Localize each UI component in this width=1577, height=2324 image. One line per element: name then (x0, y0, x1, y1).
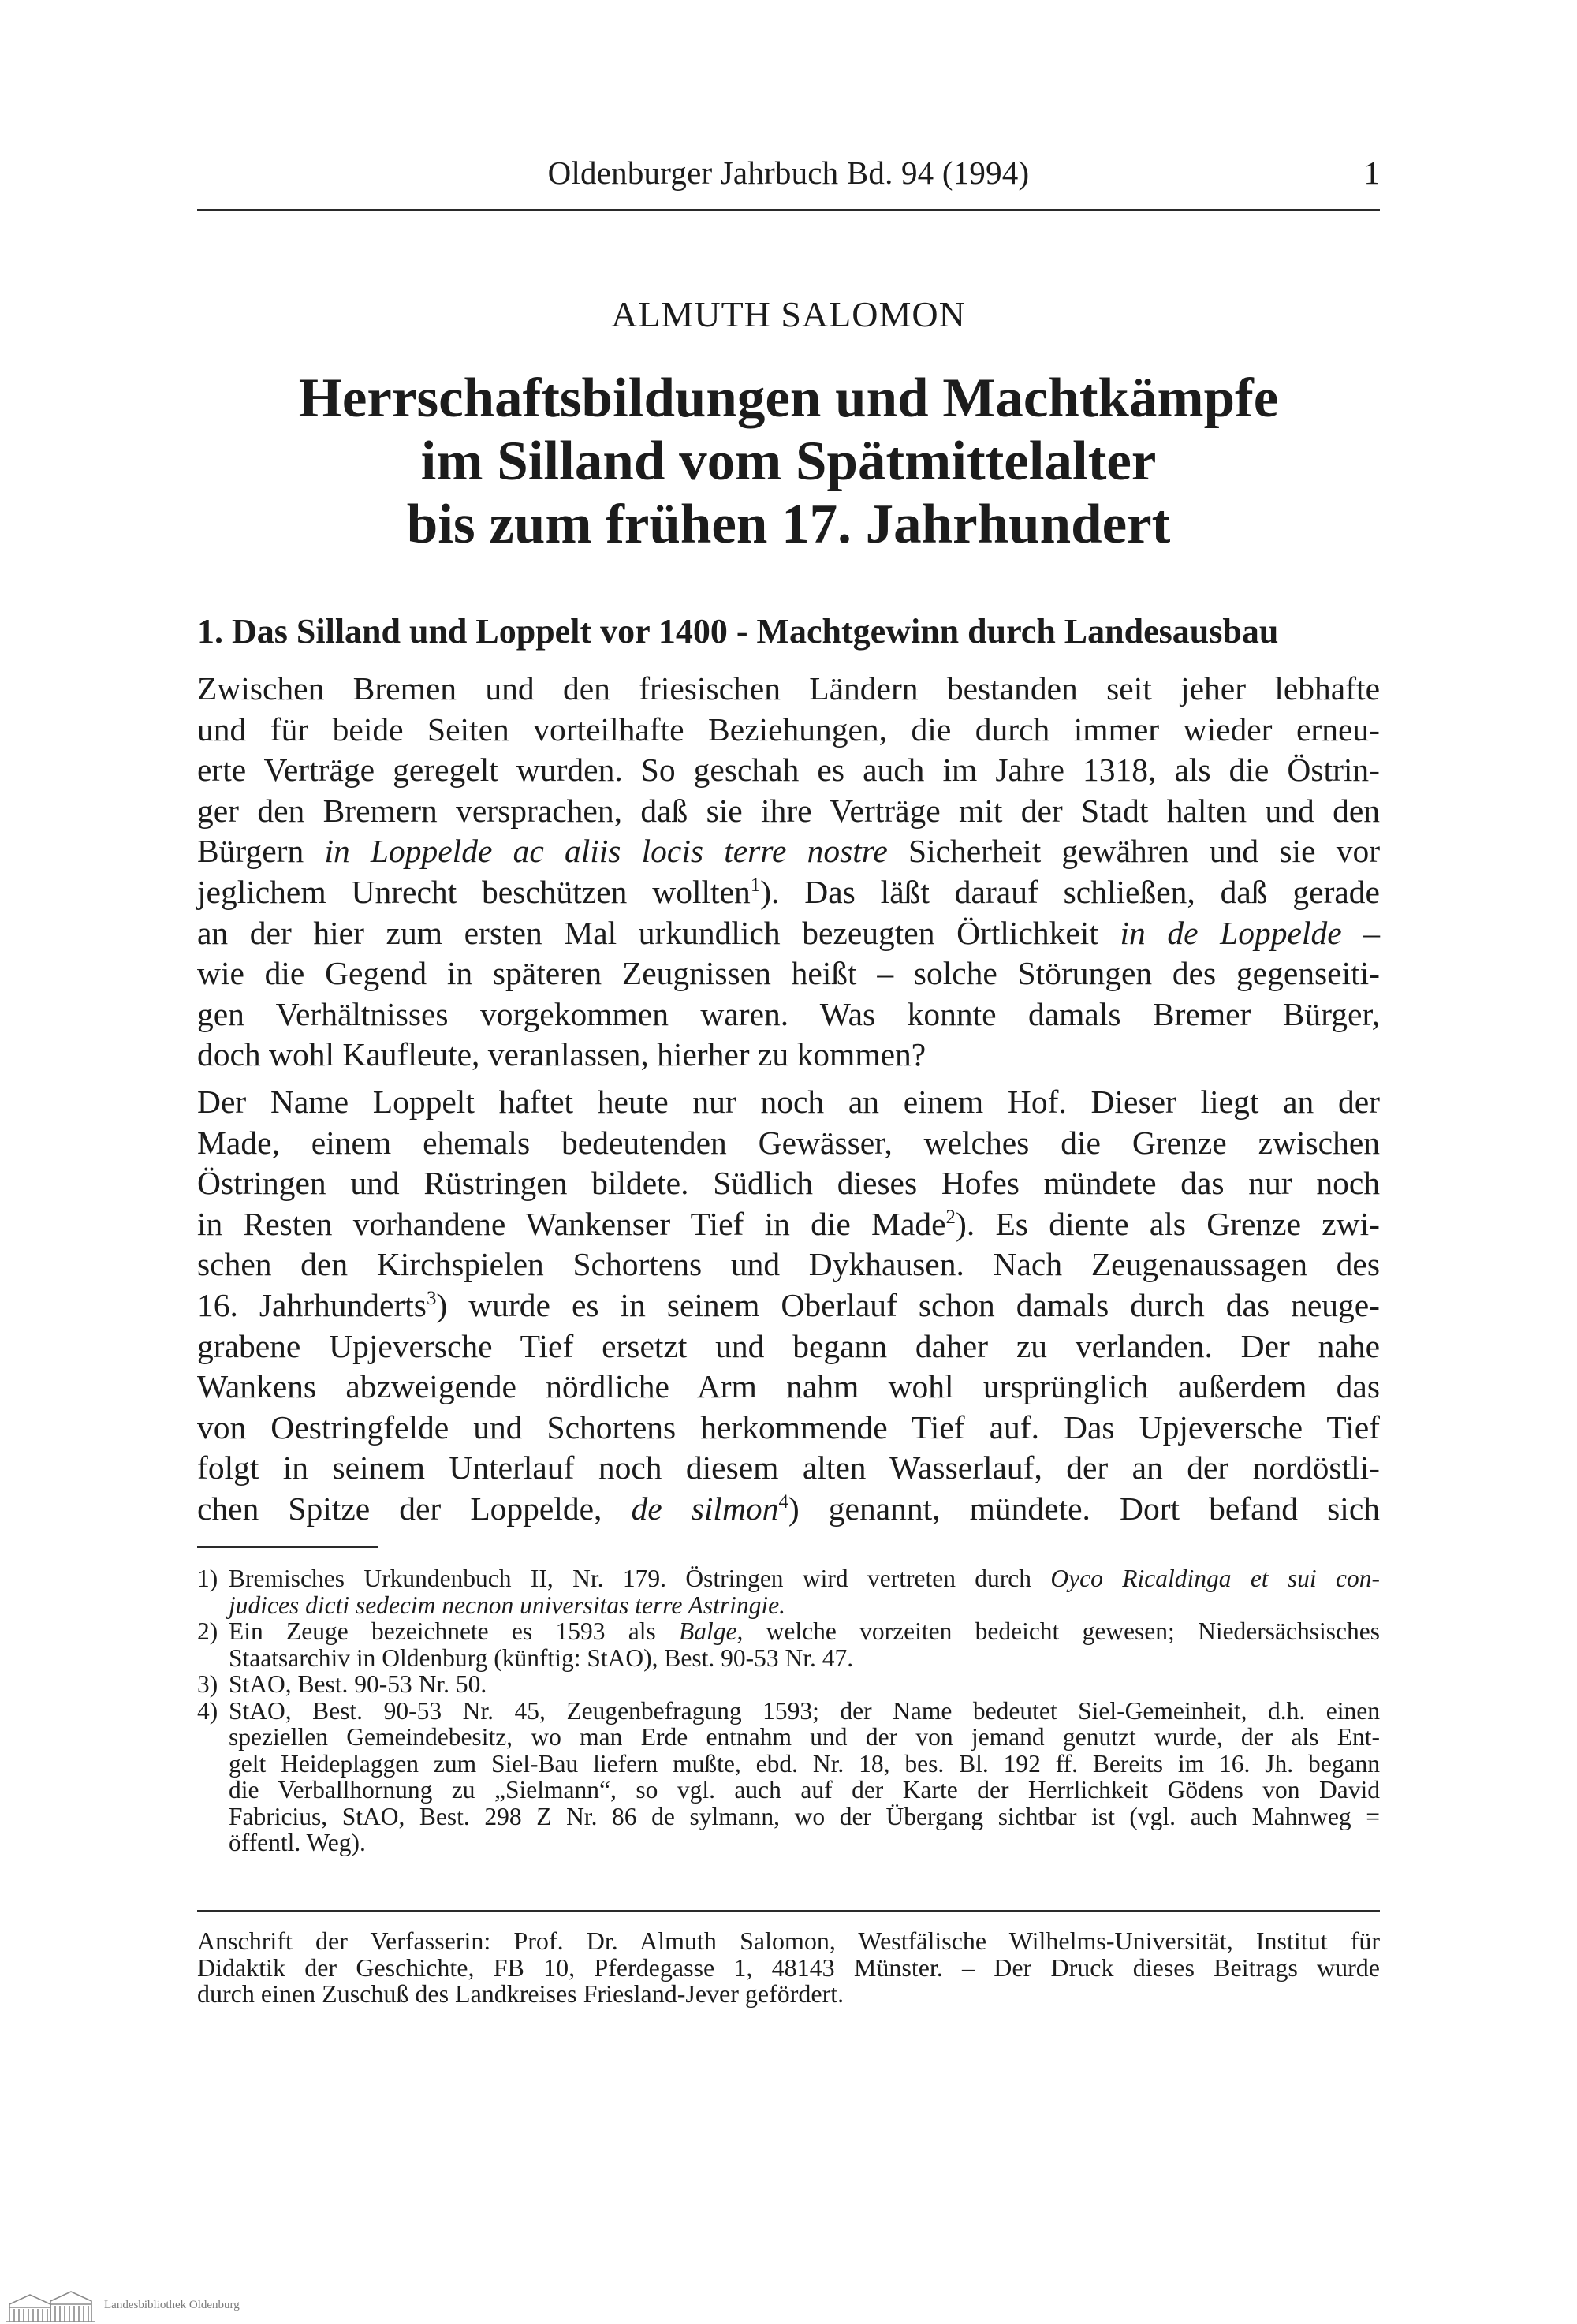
text-span: Bremisches Urkundenbuch II, Nr. 179. Östringen wird vertreten durch (229, 1565, 1051, 1592)
footnote-line: Staatsarchiv in Oldenburg (künftig: StAO), Best. 90-53 Nr. 47. (229, 1643, 854, 1672)
text-line (197, 1489, 1380, 1530)
text-line: folgt in seinem Unterlauf noch diesem alten Wasserlauf, der an der nordöstli- (197, 1449, 1380, 1487)
text-span: welche vorzeiten bedeicht gewesen; Niedersächsisches (743, 1617, 1380, 1645)
text-line (197, 1285, 1380, 1326)
text-line (197, 831, 1380, 872)
author-name: ALMUTH SALOMON (611, 294, 966, 334)
author-address (197, 1928, 1380, 2008)
text-line: Zwischen Bremen und den friesischen Ländern bestanden seit jeher lebhafte (197, 670, 1380, 707)
address-line: Anschrift der Verfasserin: Prof. Dr. Almuth Salomon, Westfälische Wilhelms-Universität, Institut für (197, 1927, 1380, 1955)
paragraph-1 (197, 669, 1380, 1076)
section-heading: 1. Das Silland und Loppelt vor 1400 - Machtgewinn durch Landesausbau (197, 612, 1279, 651)
place-name: de silmon (631, 1490, 779, 1527)
latin-quote: Oyco Ricaldinga et sui con- (1050, 1565, 1381, 1592)
library-name: Landesbibliothek Oldenburg (104, 2299, 240, 2311)
address-rule (197, 1910, 1380, 1912)
footnote-ref[interactable]: 2 (945, 1206, 956, 1228)
footnote-line (229, 1618, 1380, 1645)
text-span: ) wurde es in seinem Oberlauf schon damals durch das neuge- (436, 1286, 1381, 1323)
text-line: wie die Gegend in späteren Zeugnissen heißt – solche Störungen des gegenseiti- (197, 955, 1380, 992)
address-line: Didaktik der Geschichte, FB 10, Pferdegasse 1, 48143 Münster. – Der Druck dieses Beitrags wurde (197, 1953, 1380, 1982)
footnote-mark: 2) (197, 1617, 218, 1645)
footnote-1 (197, 1565, 1380, 1618)
text-span: in Resten vorhandene Wankenser Tief in die Made (197, 1205, 946, 1242)
text-line (197, 1204, 1380, 1245)
footnote-line: speziellen Gemeindebesitz, wo man Erde entnahm und der von jemand genutzt wurde, der als Ent- (229, 1723, 1380, 1751)
footnote-3 (197, 1671, 1380, 1698)
text-line: schen den Kirchspielen Schortens und Dykhausen. Nach Zeugenaussagen des (197, 1246, 1380, 1283)
text-line (197, 913, 1380, 954)
text-line: gen Verhältnisses vorgekommen waren. Was konnte damals Bremer Bürger, (197, 995, 1380, 1032)
text-line: Der Name Loppelt haftet heute nur noch an einem Hof. Dieser liegt an der (197, 1083, 1380, 1120)
address-line: durch einen Zuschuß des Landkreises Friesland-Jever gefördert. (197, 1979, 844, 2008)
footnote-line: StAO, Best. 90-53 Nr. 50. (229, 1670, 487, 1698)
text-span: Ein Zeuge bezeichnete es 1593 als (229, 1617, 680, 1645)
footnote-ref[interactable]: 4 (778, 1491, 788, 1513)
header-rule (197, 209, 1380, 211)
title-line: Herrschaftsbildungen und Machtkämpfe (298, 367, 1279, 429)
term: Balge, (679, 1617, 744, 1645)
footnote-4 (197, 1698, 1380, 1856)
text-line: grabene Upjeversche Tief ersetzt und begann daher zu verlanden. Der nahe (197, 1327, 1380, 1364)
latin-quote: in Loppelde ac aliis locis terre nostre (324, 833, 888, 870)
footnote-line: gelt Heideplaggen zum Siel-Bau liefern mußte, ebd. Nr. 18, bes. Bl. 192 ff. Bereits im 16. Jh. begann (229, 1749, 1380, 1778)
text-line: erte Verträge geregelt wurden. So geschah es auch im Jahre 1318, als die Östrin- (197, 752, 1380, 789)
library-watermark (0, 2287, 331, 2324)
text-span: ). Es diente als Grenze zwi- (956, 1205, 1381, 1242)
paragraph-gap (197, 1076, 1380, 1082)
text-span: 16. Jahrhunderts (197, 1286, 427, 1323)
running-header (197, 154, 1380, 203)
article-title (197, 367, 1380, 556)
footnote-2 (197, 1618, 1380, 1671)
footnote-line (229, 1565, 1380, 1592)
text-span: chen Spitze der Loppelde, (197, 1490, 632, 1527)
latin-quote: judices dicti sedecim necnon universitas terre Astringie. (229, 1591, 785, 1619)
text-line: Östringen und Rüstringen bildete. Südlich dieses Hofes mündete das nur noch (197, 1165, 1380, 1202)
text-line: Made, einem ehemals bedeutenden Gewässer, welches die Grenze zwischen (197, 1124, 1380, 1161)
text-span: Sicherheit gewähren und sie vor (887, 833, 1381, 870)
footnote-mark: 1) (197, 1565, 218, 1592)
library-building-icon (3, 2287, 98, 2324)
journal-title: Oldenburger Jahrbuch Bd. 94 (1994) (547, 155, 1030, 191)
footnote-line: die Verballhornung zu „Sielmann“, so vgl. auch auf der Karte der Herrlichkeit Gödens von David (229, 1776, 1380, 1804)
footnote-line: öffentl. Weg). (229, 1829, 366, 1856)
footnote-line: StAO, Best. 90-53 Nr. 45, Zeugenbefragung 1593; der Name bedeutet Siel-Gemeinheit, d.h. einen (229, 1696, 1380, 1725)
page-number: 1 (1363, 155, 1380, 191)
text-line: doch wohl Kaufleute, veranlassen, hierher zu kommen? (197, 1036, 926, 1073)
footnote-rule (197, 1546, 378, 1548)
text-span: – (1341, 914, 1380, 951)
footnotes (197, 1565, 1380, 1856)
title-line: bis zum frühen 17. Jahrhundert (406, 494, 1171, 555)
text-span: ). Das läßt darauf schließen, daß gerade (760, 873, 1380, 910)
title-line: im Silland vom Spätmittelalter (420, 431, 1157, 492)
text-span: ) genannt, mündete. Dort befand sich (788, 1490, 1380, 1527)
text-line (197, 872, 1380, 913)
text-line: von Oestringfelde und Schortens herkommende Tief auf. Das Upjeversche Tief (197, 1408, 1380, 1446)
footnote-ref[interactable]: 1 (750, 875, 761, 897)
text-line: und für beide Seiten vorteilhafte Beziehungen, die durch immer wieder erneu- (197, 711, 1380, 748)
footnote-line: Fabricius, StAO, Best. 298 Z Nr. 86 de sylmann, wo der Übergang sichtbar ist (vgl. auch Mahnweg = (229, 1802, 1380, 1830)
text-line: ger den Bremern versprachen, daß sie ihre Verträge mit der Stadt halten und den (197, 792, 1380, 829)
footnote-mark: 4) (197, 1696, 218, 1725)
text-span: jeglichem Unrecht beschützen wollten (197, 873, 751, 910)
footnote-ref[interactable]: 3 (426, 1288, 437, 1310)
body-text (197, 669, 1380, 1529)
place-name: in de Loppelde (1120, 914, 1342, 951)
paragraph-2 (197, 1082, 1380, 1530)
footnote-mark: 3) (197, 1670, 218, 1698)
text-line: Wankens abzweigende nördliche Arm nahm wohl ursprünglich außerdem das (197, 1368, 1380, 1405)
text-span: Bürgern (197, 833, 325, 870)
footnote-line (229, 1592, 1380, 1619)
text-span: an der hier zum ersten Mal urkundlich bezeugten Örtlichkeit (197, 914, 1120, 951)
